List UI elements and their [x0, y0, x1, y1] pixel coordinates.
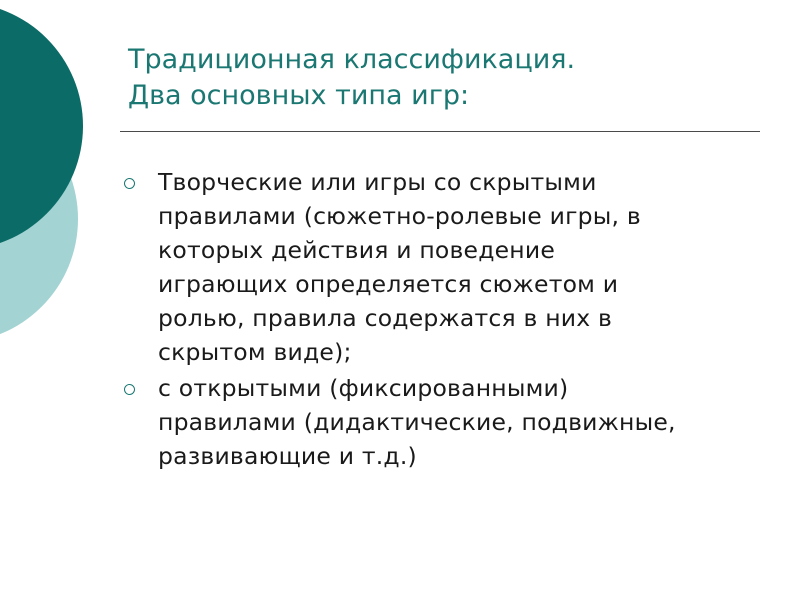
bullet-list	[124, 165, 764, 475]
bullet-line: скрытом виде);	[158, 338, 352, 366]
bullet-text	[158, 165, 764, 369]
bullet-text	[158, 371, 764, 473]
bullet-line: развивающие и т.д.)	[158, 442, 417, 470]
bullet-line: правилами (сюжетно-ролевые игры, в	[158, 202, 641, 230]
bullet-line: ролью, правила содержатся в них в	[158, 304, 613, 332]
bullet-line: играющих определяется сюжетом и	[158, 270, 619, 298]
bullet-line: Творческие или игры со скрытыми	[158, 168, 597, 196]
hollow-circle-bullet-icon	[124, 178, 135, 189]
bullet-line: которых действия и поведение	[158, 236, 555, 264]
hollow-circle-bullet-icon	[124, 384, 135, 395]
title-divider	[120, 131, 760, 132]
slide-title-line-2: Два основных типа игр:	[128, 80, 470, 111]
slide-title-line-1: Традиционная классификация.	[128, 44, 576, 75]
bullet-item-open-rules-games	[124, 371, 764, 473]
bullet-item-creative-games	[124, 165, 764, 369]
slide-title	[128, 42, 768, 114]
bullet-line: с открытыми (фиксированными)	[158, 374, 569, 402]
bullet-line: правилами (дидактические, подвижные,	[158, 408, 676, 436]
